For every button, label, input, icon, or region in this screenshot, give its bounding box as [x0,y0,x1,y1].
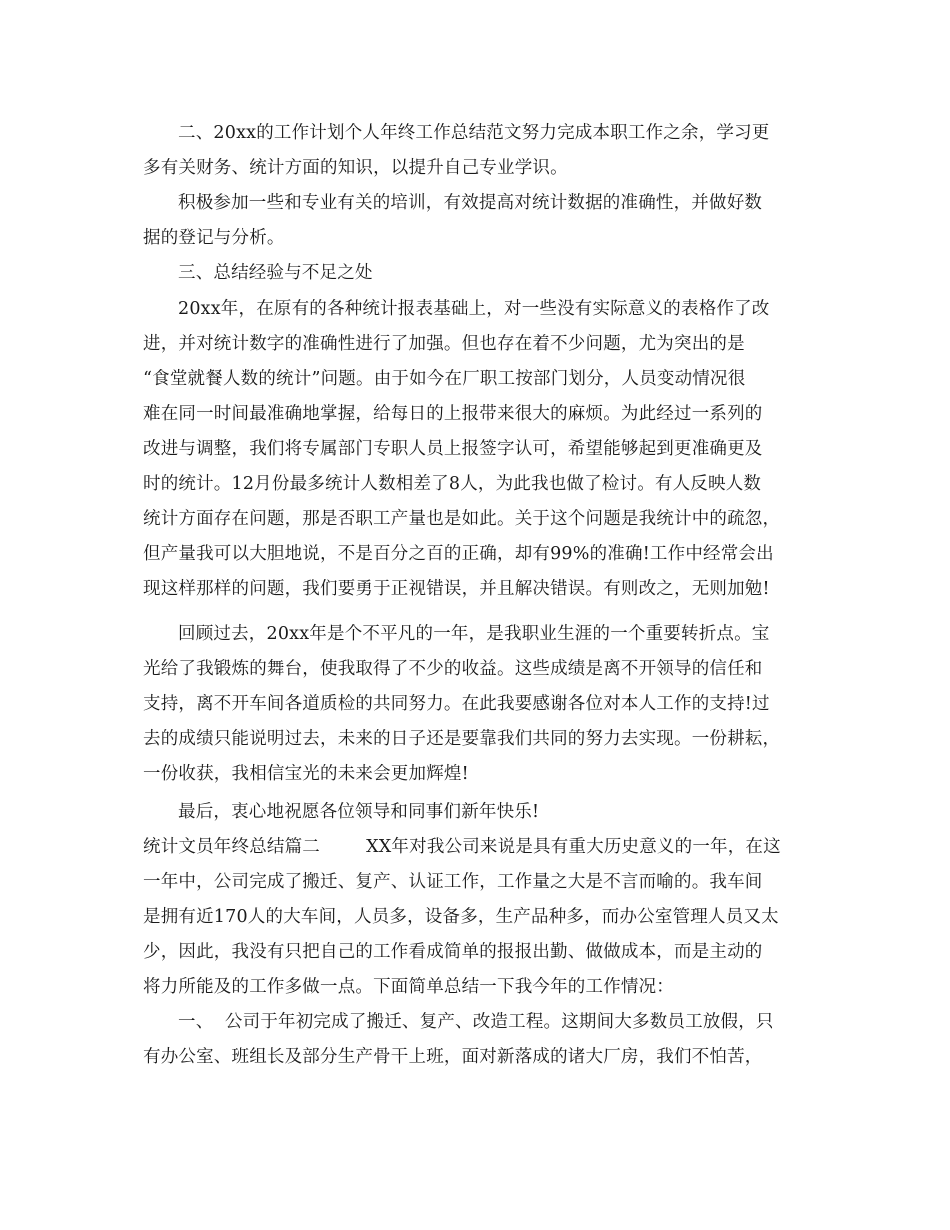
text-line: 进，并对统计数字的准确性进行了加强。但也存在着不少问题，尤为突出的是 [143,334,745,354]
text-line: 一、 公司于年初完成了搬迁、复产、改造工程。这期间大多数员工放假，只 [178,1012,774,1032]
text-line: 最后，衷心地祝愿各位领导和同事们新年快乐! [178,802,540,822]
text-line: 支持，离不开车间各道质检的共同努力。在此我要感谢各位对本人工作的支持!过 [143,694,770,714]
text-line: 是拥有近170人的大车间，人员多，设备多，生产品种多，而办公室管理人员又太 [143,907,779,927]
text-line: 多有关财务、统计方面的知识，以提升自己专业学识。 [143,158,568,178]
text-line: 统计方面存在问题，那是否职工产量也是如此。关于这个问题是我统计中的疏忽， [143,509,781,529]
text-line: 回顾过去，20xx年是个不平凡的一年，是我职业生涯的一个重要转折点。宝 [178,624,770,644]
text-line: 据的登记与分析。 [143,228,285,248]
section-heading: 三、总结经验与不足之处 [178,263,373,283]
text-line: 一年中，公司完成了搬迁、复产、认证工作，工作量之大是不言而喻的。我车间 [143,872,763,892]
text-line: 时的统计。12月份最多统计人数相差了8人，为此我也做了检讨。有人反映人数 [143,474,762,494]
text-line: 一份收获，我相信宝光的未来会更加辉煌! [143,764,469,784]
text-line: “食堂就餐人数的统计”问题。由于如今在厂职工按部门划分，人员变动情况很 [143,369,746,389]
text-line: 少，因此，我没有只把自己的工作看成简单的报报出勤、做做成本，而是主动的 [143,942,763,962]
text-line: 难在同一时间最准确地掌握，给每日的上报带来很大的麻烦。为此经过一系列的 [143,404,763,424]
text-line: 现这样那样的问题，我们要勇于正视错误，并且解决错误。有则改之，无则加勉! [143,579,770,599]
text-line: 积极参加一些和专业有关的培训，有效提高对统计数据的准确性，并做好数 [178,193,763,213]
text-line: 去的成绩只能说明过去，未来的日子还是要靠我们共同的努力去实现。一份耕耘， [143,729,781,749]
text-line: 将力所能及的工作多做一点。下面简单总结一下我今年的工作情况： [143,977,674,997]
text-line: 光给了我锻炼的舞台，使我取得了不少的收益。这些成绩是离不开领导的信任和 [143,659,763,679]
text-line: 二、20xx的工作计划个人年终工作总结范文努力完成本职工作之余，学习更 [178,123,770,143]
text-line: 改进与调整，我们将专属部门专职人员上报签字认可，希望能够起到更准确更及 [143,439,763,459]
text-line: 20xx年，在原有的各种统计报表基础上，对一些没有实际意义的表格作了改 [178,299,770,319]
text-line: 但产量我可以大胆地说，不是百分之百的正确，却有99%的准确!工作中经常会出 [143,544,774,564]
article-title-line: 统计文员年终总结篇二 XX年对我公司来说是具有重大历史意义的一年，在这 [143,837,781,857]
text-line: 有办公室、班组长及部分生产骨干上班，面对新落成的诸大厂房，我们不怕苦， [143,1047,763,1067]
